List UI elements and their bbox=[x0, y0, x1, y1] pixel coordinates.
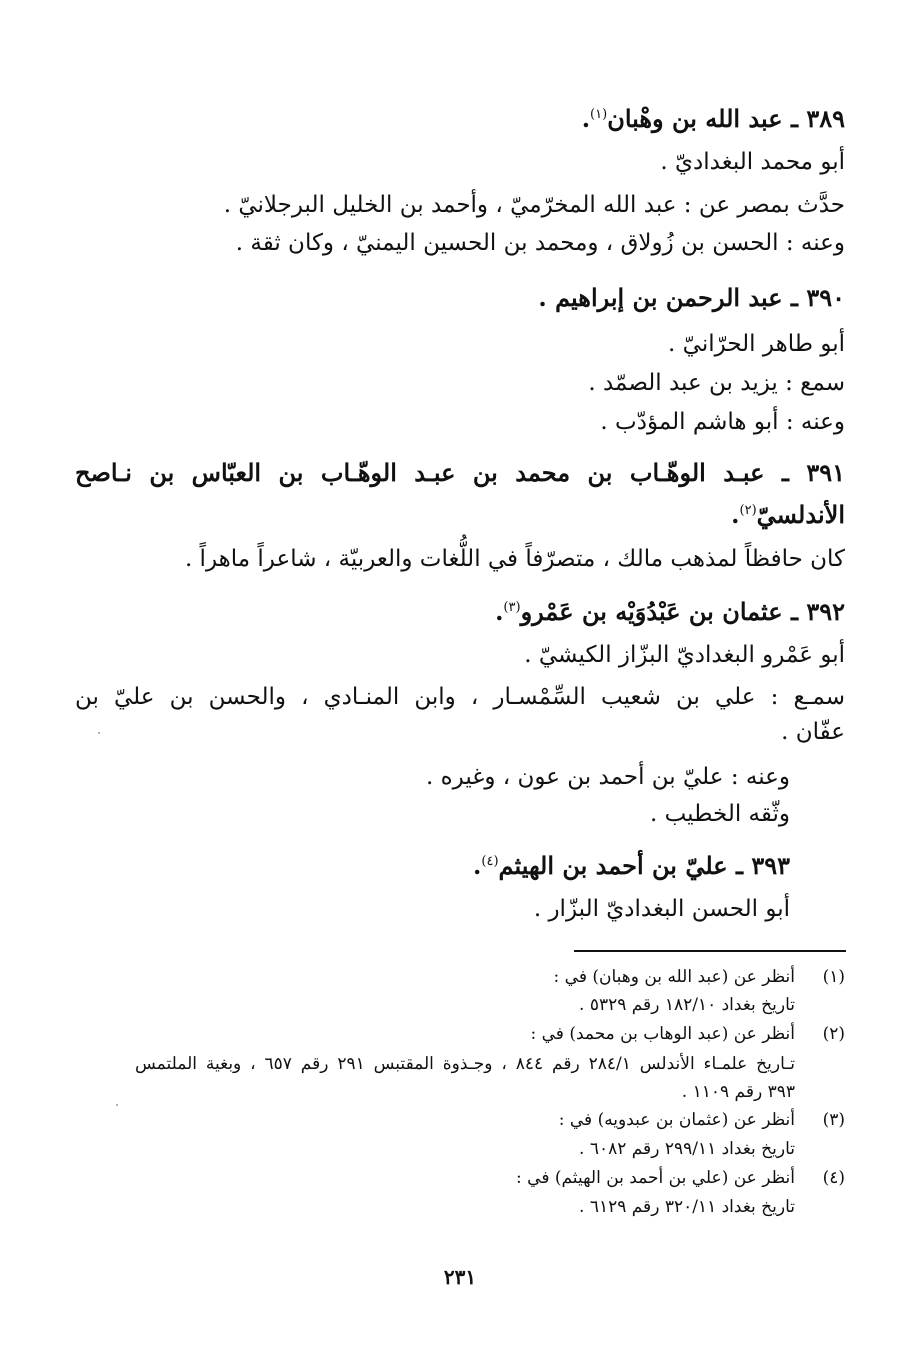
entry-389-teachers: حدَّث بمصر عن : عبد الله المخرّميّ ، وأحمد بن الخليل البرجلانيّ . bbox=[223, 192, 845, 218]
entry-392-teachers: سمـع : علي بن شعيب السِّمْسـار ، وابن المنـادي ، والحسن بن عليّ بن bbox=[75, 684, 845, 710]
entry-391-description: كان حافظاً لمذهب مالك ، متصرّفاً في اللُّغات والعربيّة ، شاعراً ماهراً . bbox=[184, 546, 845, 572]
entry-393-kunya: أبو الحسن البغداديّ البزّار . bbox=[533, 896, 790, 922]
entry-391-heading-cont: الأندلسيّ$^{(٢)}$. bbox=[731, 500, 845, 529]
entry-389-students: وعنه : الحسن بن زُولاق ، ومحمد بن الحسين اليمنيّ ، وكان ثقة . bbox=[235, 230, 845, 256]
footnote-ref-2: (٢) bbox=[739, 503, 757, 518]
scan-speck bbox=[116, 1104, 118, 1106]
footnote-3-text: أنظر عن (عثمان بن عبدويه) في : bbox=[558, 1110, 795, 1130]
footnote-4-source: تاريخ بغداد ٣٢٠/١١ رقم ٦١٢٩ . bbox=[579, 1197, 795, 1217]
entry-389-heading: ٣٨٩ ـ عبد الله بن وهْبان$^{(١)}$. bbox=[581, 104, 845, 133]
footnote-3-source: تاريخ بغداد ٢٩٩/١١ رقم ٦٠٨٢ . bbox=[579, 1139, 795, 1159]
footnote-4-number: (٤) bbox=[822, 1168, 845, 1188]
scan-speck bbox=[98, 732, 100, 734]
footnote-separator bbox=[574, 950, 846, 952]
entry-393-heading: ٣٩٣ ـ عليّ بن أحمد بن الهيثم$^{(٤)}$. bbox=[473, 851, 790, 880]
footnote-ref-1: (١) bbox=[590, 107, 608, 122]
entry-392-students: وعنه : عليّ بن أحمد بن عون ، وغيره . bbox=[425, 764, 790, 790]
footnote-2 bbox=[70, 1020, 845, 1048]
entry-390-heading: ٣٩٠ ـ عبد الرحمن بن إبراهيم . bbox=[538, 283, 845, 312]
footnote-4-text: أنظر عن (علي بن أحمد بن الهيثم) في : bbox=[516, 1168, 795, 1188]
footnote-2-number: (٢) bbox=[822, 1024, 845, 1044]
entry-389-kunya: أبو محمد البغداديّ . bbox=[660, 149, 845, 175]
footnote-ref-3: (٣) bbox=[503, 600, 521, 615]
footnote-2-sources-cont: ٣٩٣ رقم ١١٠٩ . bbox=[681, 1082, 795, 1102]
entry-392-teachers-cont: عفّان . bbox=[781, 719, 845, 745]
entry-390-teachers: سمع : يزيد بن عبد الصمّد . bbox=[588, 370, 845, 396]
entry-390-kunya: أبو طاهر الحرّانيّ . bbox=[668, 331, 845, 357]
entry-390-students: وعنه : أبو هاشم المؤدّب . bbox=[600, 409, 845, 435]
footnote-ref-4: (٤) bbox=[481, 854, 499, 869]
page-number: ٢٣١ bbox=[443, 1265, 477, 1289]
footnote-1-source: تاريخ بغداد ١٨٢/١٠ رقم ٥٣٢٩ . bbox=[579, 995, 795, 1015]
footnote-4 bbox=[70, 1164, 845, 1192]
footnote-2-sources: تـاريخ علمـاء الأندلس ٢٨٤/١ رقم ٨٤٤ ، وجـذوة المقتبس ٢٩١ رقم ٦٥٧ ، وبغية الملتمس bbox=[135, 1054, 795, 1074]
entry-392-heading: ٣٩٢ ـ عثمان بن عَبْدُوَيْه بن عَمْرو$^{(٣)}$. bbox=[495, 597, 845, 626]
entry-392-trust: وثّقه الخطيب . bbox=[649, 801, 790, 827]
footnote-2-text: أنظر عن (عبد الوهاب بن محمد) في : bbox=[530, 1024, 795, 1044]
footnote-3-number: (٣) bbox=[822, 1110, 845, 1130]
entry-391-heading: ٣٩١ ـ عبـد الوهّـاب بن محمد بن عبـد الوهّـاب بن العبّاس بن نـاصح bbox=[75, 458, 845, 487]
footnote-1-text: أنظر عن (عبد الله بن وهبان) في : bbox=[553, 967, 795, 987]
entry-392-kunya: أبو عَمْرو البغداديّ البزّاز الكيشيّ . bbox=[524, 642, 845, 668]
footnote-1-number: (١) bbox=[822, 967, 845, 987]
footnote-1 bbox=[70, 963, 845, 991]
footnote-3 bbox=[70, 1106, 845, 1134]
